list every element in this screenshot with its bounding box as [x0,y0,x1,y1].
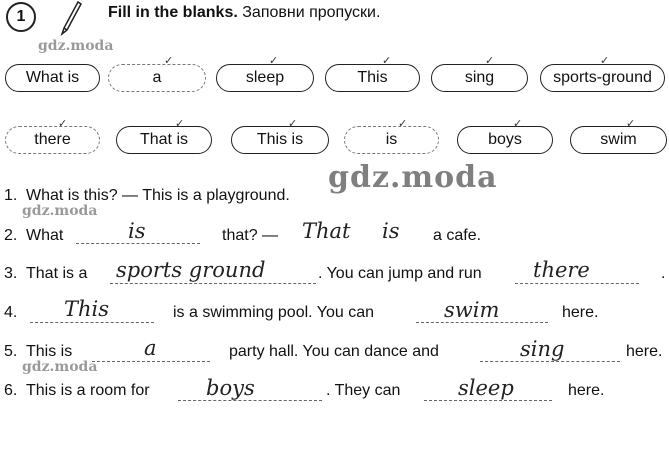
sentence-text: That is a [26,265,88,282]
word-bank-item: This [325,64,420,92]
sentence-text: here. [562,304,599,321]
answer-blank [480,361,620,362]
word-bank-item: This is [231,126,329,154]
watermark-small: gdz.moda [38,38,114,54]
word-bank-item: That is [116,126,212,154]
sentence-text: . They can [326,382,401,399]
check-mark-icon: ✓ [164,55,174,67]
exercise-number: 1 [16,8,26,25]
title-rest: Заповни пропуски. [242,4,381,21]
exercise-number-badge [6,2,36,32]
sentence-text: . You can jump and run [318,265,482,282]
answer-blank [416,322,548,323]
answer-blank [424,400,552,401]
answer-blank [30,322,154,323]
answer-blank [92,361,210,362]
handwritten-answer: is [128,219,146,243]
word-bank-item: swim [570,126,667,154]
handwritten-answer: sports ground [116,258,266,282]
check-mark-icon: ✓ [485,55,495,67]
sentence-text: This is [26,343,73,360]
check-mark-icon: ✓ [398,118,408,130]
check-mark-icon: ✓ [382,55,392,67]
watermark-small: gdz.moda [22,359,98,375]
handwritten-answer: there [533,258,590,282]
check-mark-icon: ✓ [626,118,636,130]
sentence-text: This is a room for [26,382,150,399]
check-mark-icon: ✓ [269,55,279,67]
sentence-text: here. [626,343,663,360]
handwritten-answer: That [302,219,351,243]
sentence-text: that? — [222,227,279,244]
sentence-number: 5. [4,343,18,360]
sentence-text: is a swimming pool. You can [173,304,374,321]
check-mark-icon: ✓ [600,55,610,67]
handwritten-answer: boys [206,376,255,400]
answer-blank [76,243,200,244]
check-mark-icon: ✓ [58,118,68,130]
sentence-number: 4. [4,304,18,321]
answer-blank [178,400,322,401]
word-bank-item: sleep [216,64,314,92]
sentence-number: 6. [4,382,18,399]
word-bank-item: What is [5,64,100,92]
handwritten-answer: is [382,219,400,243]
watermark-big: gdz.moda [328,160,498,195]
sentence-text: a cafe. [433,227,482,244]
sentence-number: 3. [4,265,18,282]
answer-blank [110,283,316,284]
handwritten-answer: swim [444,298,500,322]
sentence-text: party hall. You can dance and [229,343,439,360]
handwritten-answer: This [64,297,110,321]
word-bank-item: a [108,64,206,92]
sentence-text: What is this? — This is a playground. [26,187,290,204]
word-bank-item: sports-ground [540,64,665,92]
word-bank-item: there [5,126,100,154]
exercise-title [108,4,380,22]
word-bank-item: is [344,126,439,154]
title-bold: Fill in the blanks. [108,4,238,21]
sentence-text: here. [568,382,605,399]
watermark-small: gdz.moda [22,203,98,219]
check-mark-icon: ✓ [288,118,298,130]
word-bank-item: boys [457,126,553,154]
pencil-icon [56,0,86,36]
sentence-number: 1. [4,187,18,204]
answer-blank [515,283,639,284]
sentence-text: What [26,227,64,244]
check-mark-icon: ✓ [513,118,523,130]
handwritten-answer: sleep [458,376,514,400]
handwritten-answer: a [144,336,157,360]
handwritten-answer: sing [520,337,565,361]
word-bank-item: sing [431,64,528,92]
sentence-number: 2. [4,227,18,244]
sentence-text: . [661,265,666,282]
check-mark-icon: ✓ [175,118,185,130]
